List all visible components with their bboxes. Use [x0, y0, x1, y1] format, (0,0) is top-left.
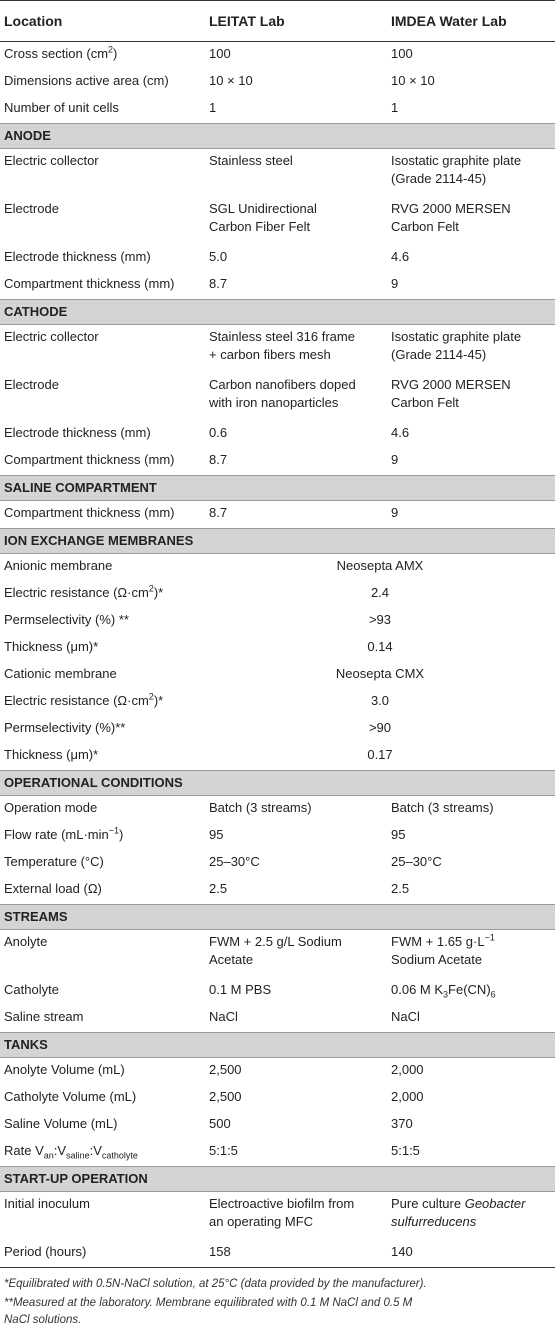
row-label: Compartment thickness (mm): [4, 452, 175, 467]
table-row: [0, 796, 555, 824]
leitat-value: 5:1:5: [209, 1143, 238, 1158]
row-label: Permselectivity (%) **: [4, 612, 129, 627]
row-label: Catholyte: [4, 982, 59, 997]
imdea-value: 2,000: [391, 1062, 424, 1077]
row-label: Flow rate $(mL\cdot\min^{-1})$: [4, 825, 124, 842]
row-label: Operation mode: [4, 800, 98, 815]
shared-value: 0.14: [367, 639, 393, 654]
table-row: [0, 149, 555, 198]
row-label: Compartment thickness (mm): [4, 505, 175, 520]
shared-value: >90: [368, 720, 392, 735]
table-row: [0, 448, 555, 476]
shared-value: Neosepta CMX: [335, 666, 425, 681]
leitat-value: Stainless steel: [209, 153, 293, 168]
header-imdea: IMDEA Water Lab: [387, 1, 555, 42]
leitat-value: 100: [209, 46, 231, 61]
section-title: TANKS: [0, 1033, 555, 1058]
table-row: [0, 689, 555, 716]
shared-value: 2.4: [370, 585, 390, 600]
section-title: ANODE: [0, 124, 555, 149]
table-row: [0, 743, 555, 771]
table-row: [0, 930, 555, 979]
imdea-value: Batch (3 streams): [391, 800, 494, 815]
row-label: Dimensions active area (cm): [4, 73, 169, 88]
table-row: [0, 501, 555, 529]
table-row: [0, 716, 555, 743]
table-row: [0, 373, 555, 421]
row-label: Electrode thickness (mm): [4, 425, 151, 440]
leitat-value: 10 × 10: [209, 73, 253, 88]
row-label: Rate $V_{an}:V_{saline}:V_{catholyte}$: [4, 1143, 138, 1161]
row-label: Saline Volume (mL): [4, 1116, 118, 1131]
leitat-value: 8.7: [209, 452, 228, 467]
imdea-value: 2,000: [391, 1089, 424, 1104]
section-anode: [0, 124, 555, 149]
row-label: Anolyte Volume (mL): [4, 1062, 125, 1077]
leitat-value: 8.7: [209, 505, 228, 520]
leitat-value: 8.7: [209, 276, 228, 291]
imdea-value: 9: [391, 452, 399, 467]
row-label: Electrode: [4, 377, 59, 392]
imdea-value: Isostatic graphite plate (Grade 2114-45): [391, 153, 522, 186]
leitat-value: 2,500: [209, 1062, 242, 1077]
table-row: [0, 421, 555, 448]
imdea-value: NaCl: [391, 1009, 420, 1024]
footnote-2: **Measured at the laboratory. Membrane equilibrated with 0.1 M NaCl and 0.5 M NaCl solutions.: [4, 1297, 413, 1326]
shared-value: Neosepta AMX: [336, 558, 424, 573]
section-membranes: [0, 529, 555, 554]
table-row: [0, 325, 555, 374]
table-row: [0, 1085, 555, 1112]
table-row: [0, 245, 555, 272]
leitat-value: NaCl: [209, 1009, 238, 1024]
leitat-value: 1: [209, 100, 217, 115]
shared-value: 0.17: [367, 747, 393, 762]
imdea-value: Isostatic graphite plate (Grade 2114-45): [391, 329, 522, 362]
row-label: Electric resistance $(\Omega\cdot cm^2)*$: [4, 691, 164, 708]
table-row: [0, 635, 555, 662]
section-title: SALINE COMPARTMENT: [0, 476, 555, 501]
row-label: Catholyte Volume (mL): [4, 1089, 137, 1104]
table-row: [0, 69, 555, 96]
leitat-value: 2,500: [209, 1089, 242, 1104]
section-cathode: [0, 300, 555, 325]
imdea-value: 10 × 10: [391, 73, 435, 88]
table-row: [0, 1112, 555, 1139]
table-row: [0, 978, 555, 1005]
row-label: Thickness (μm)*: [4, 639, 99, 654]
imdea-value: Pure culture Geobacter sulfurreducens: [391, 1196, 526, 1229]
section-title: STREAMS: [0, 905, 555, 930]
table-row: [0, 554, 555, 582]
table-row: [0, 1240, 555, 1268]
row-label: Permselectivity (%)**: [4, 720, 126, 735]
shared-value: >93: [368, 612, 392, 627]
row-label: Electric resistance $(\Omega\cdot cm^2)*$: [4, 583, 164, 600]
imdea-value: 25–30°C: [391, 854, 442, 869]
section-title: ION EXCHANGE MEMBRANES: [0, 529, 555, 554]
imdea-value: 0.06 M $K_3Fe(CN)_6$: [391, 982, 496, 1000]
section-title: CATHODE: [0, 300, 555, 325]
leitat-value: Electroactive biofilm from an operating MFC: [209, 1196, 355, 1229]
imdea-value: 1: [391, 100, 399, 115]
leitat-value: 158: [205, 1240, 387, 1268]
row-label: Cross section $(cm^2)$: [4, 44, 118, 61]
section-operational: [0, 771, 555, 796]
row-label: Initial inoculum: [4, 1196, 90, 1211]
section-title: START-UP OPERATION: [0, 1167, 555, 1192]
imdea-value: RVG 2000 MERSEN Carbon Felt: [391, 201, 511, 234]
header-location: Location: [0, 1, 205, 42]
leitat-value: 500: [209, 1116, 231, 1131]
row-label: Electrode: [4, 201, 59, 216]
section-tanks: [0, 1033, 555, 1058]
imdea-value: 2.5: [391, 881, 410, 896]
row-label: Cationic membrane: [4, 666, 117, 681]
table-row: [0, 96, 555, 124]
row-label: Thickness (μm)*: [4, 747, 99, 762]
leitat-value: 0.1 M PBS: [209, 982, 272, 997]
row-label: Electrode thickness (mm): [4, 249, 151, 264]
imdea-value: FWM + 1.65 $g\cdot L^{-1}$ Sodium Acetate: [391, 932, 495, 967]
row-label: External load (Ω): [4, 881, 102, 896]
table-row: [0, 823, 555, 850]
table-row: [0, 1192, 555, 1241]
table-row: [0, 1005, 555, 1033]
table-row: [0, 850, 555, 877]
row-label: Saline stream: [4, 1009, 84, 1024]
header-leitat: LEITAT Lab: [205, 1, 387, 42]
footnotes: [0, 1268, 555, 1329]
leitat-value: Carbon nanofibers doped with iron nanoparticles: [209, 377, 356, 410]
footnote-1: *Equilibrated with 0.5N-NaCl solution, at 25°C (data provided by the manufacturer).: [4, 1278, 427, 1290]
section-saline: [0, 476, 555, 501]
row-label: Compartment thickness (mm): [4, 276, 175, 291]
leitat-value: Batch (3 streams): [209, 800, 312, 815]
imdea-value: 100: [391, 46, 413, 61]
table-row: [0, 608, 555, 635]
leitat-value: 0.6: [209, 425, 228, 440]
row-label: Electric collector: [4, 329, 99, 344]
row-label: Number of unit cells: [4, 100, 119, 115]
table-header-row: [0, 1, 555, 42]
imdea-value: 9: [391, 276, 399, 291]
table-row: [0, 1139, 555, 1167]
section-streams: [0, 905, 555, 930]
shared-value: 3.0: [370, 693, 390, 708]
table-row: [0, 197, 555, 245]
row-label: Period (hours): [0, 1240, 205, 1268]
leitat-value: Stainless steel 316 frame + carbon fibers mesh: [209, 329, 355, 362]
leitat-value: 5.0: [209, 249, 228, 264]
table-row: [0, 1058, 555, 1086]
imdea-value: 370: [391, 1116, 413, 1131]
imdea-value: RVG 2000 MERSEN Carbon Felt: [391, 377, 511, 410]
table-row: [0, 662, 555, 689]
imdea-value: 95: [391, 827, 406, 842]
section-startup: [0, 1167, 555, 1192]
table-row: [0, 42, 555, 70]
row-label: Anionic membrane: [4, 558, 113, 573]
leitat-value: 2.5: [209, 881, 228, 896]
imdea-value: 5:1:5: [391, 1143, 420, 1158]
leitat-value: FWM + 2.5 g/L Sodium Acetate: [209, 934, 342, 967]
imdea-value: 4.6: [391, 425, 410, 440]
table-row: [0, 272, 555, 300]
table-row: [0, 581, 555, 608]
imdea-value: 9: [391, 505, 399, 520]
table-row: [0, 877, 555, 905]
row-label: Anolyte: [4, 934, 48, 949]
leitat-value: 95: [209, 827, 224, 842]
leitat-value: 25–30°C: [209, 854, 260, 869]
imdea-value: 140: [387, 1240, 555, 1268]
row-label: Temperature (°C): [4, 854, 104, 869]
section-title: OPERATIONAL CONDITIONS: [0, 771, 555, 796]
row-label: Electric collector: [4, 153, 99, 168]
imdea-value: 4.6: [391, 249, 410, 264]
leitat-value: SGL Unidirectional Carbon Fiber Felt: [209, 201, 317, 234]
